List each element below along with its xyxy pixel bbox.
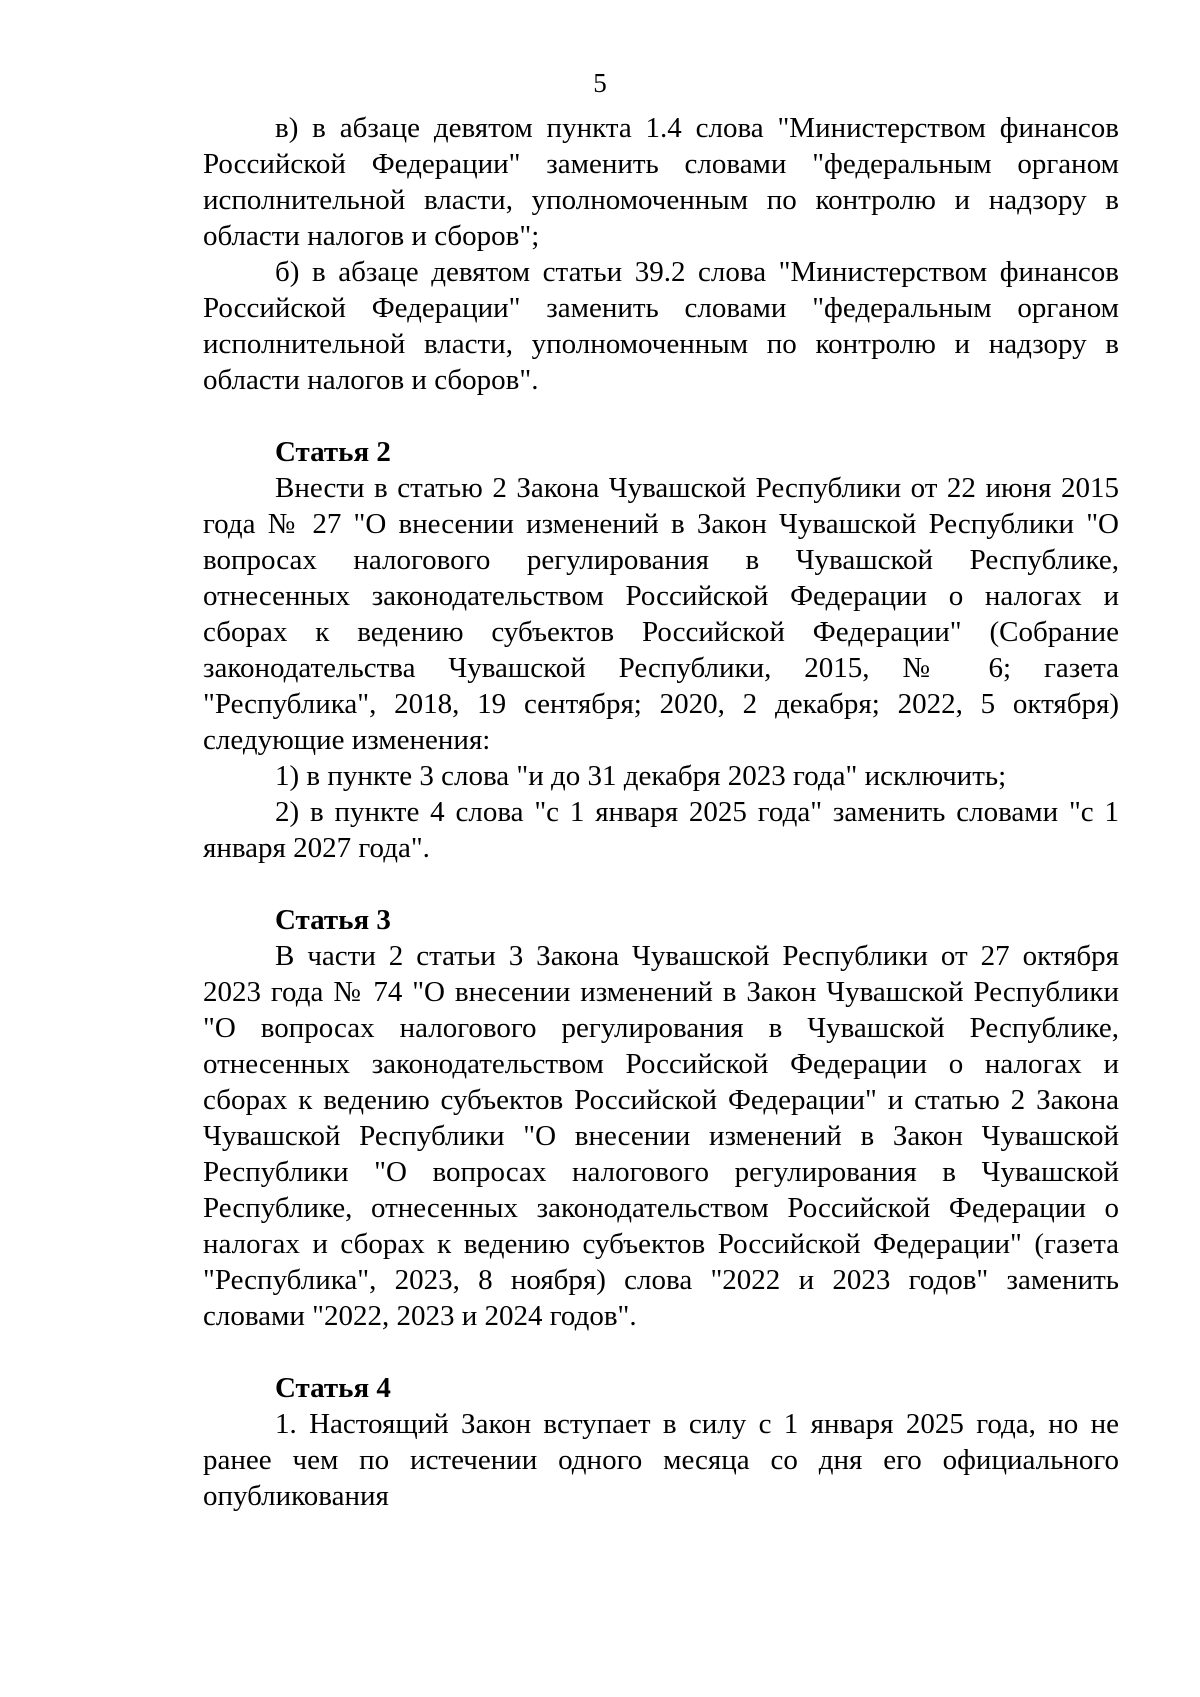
article-4-paragraph-1: 1. Настоящий Закон вступает в силу с 1 января 2025 года, но не ранее чем по истечении одного месяца со дня его официального опубликования (203, 1408, 1119, 1512)
article-4-heading: Статья 4 (275, 1372, 391, 1404)
article-2-item-2: 2) в пункте 4 слова "с 1 января 2025 года" заменить словами "с 1 января 2027 года". (203, 796, 1119, 864)
article-3-heading: Статья 3 (275, 904, 391, 936)
article-2-paragraph: Внести в статью 2 Закона Чувашской Республики от 22 июня 2015 года № 27 "О внесении изменений в Закон Чувашской Республики "О вопросах налогового регулирования в Чувашской Республике, отнесенных законодательством Российской Федерации о налогах и сборах к ведению субъектов Российской Федерации" (Собрание законодательства Чувашской Республики, 2015, № 6; газета "Республика", 2018, 19 сентября; 2020, 2 декабря; 2022, 5 октября) следующие изменения: (203, 472, 1119, 756)
document-body (203, 110, 1119, 1514)
page-number: 5 (593, 68, 607, 98)
article-2-item-1: 1) в пункте 3 слова "и до 31 декабря 2023 года" исключить; (275, 760, 1007, 792)
paragraph-item-b: б) в абзаце девятом статьи 39.2 слова "Министерством финансов Российской Федерации" заменить словами "федеральным органом исполнительной власти, уполномоченным по контролю и надзору в области налогов и сборов". (203, 256, 1119, 396)
article-3-paragraph: В части 2 статьи 3 Закона Чувашской Республики от 27 октября 2023 года № 74 "О внесении изменений в Закон Чувашской Республики "О вопросах налогового регулирования в Чувашской Республике, отнесенных законодательством Российской Федерации о налогах и сборах к ведению субъектов Российской Федерации" и статью 2 Закона Чувашской Республики "О внесении изменений в Закон Чувашской Республики "О вопросах налогового регулирования в Чувашской Республике, отнесенных законодательством Российской Федерации о налогах и сборах к ведению субъектов Российской Федерации" (газета "Республика", 2023, 8 ноября) слова "2022 и 2023 годов" заменить словами "2022, 2023 и 2024 годов". (203, 940, 1119, 1332)
paragraph-item-v: в) в абзаце девятом пункта 1.4 слова "Министерством финансов Российской Федерации" заменить словами "федеральным органом исполнительной власти, уполномоченным по контролю и надзору в области налогов и сборов"; (203, 112, 1119, 252)
article-2-heading: Статья 2 (275, 436, 391, 468)
